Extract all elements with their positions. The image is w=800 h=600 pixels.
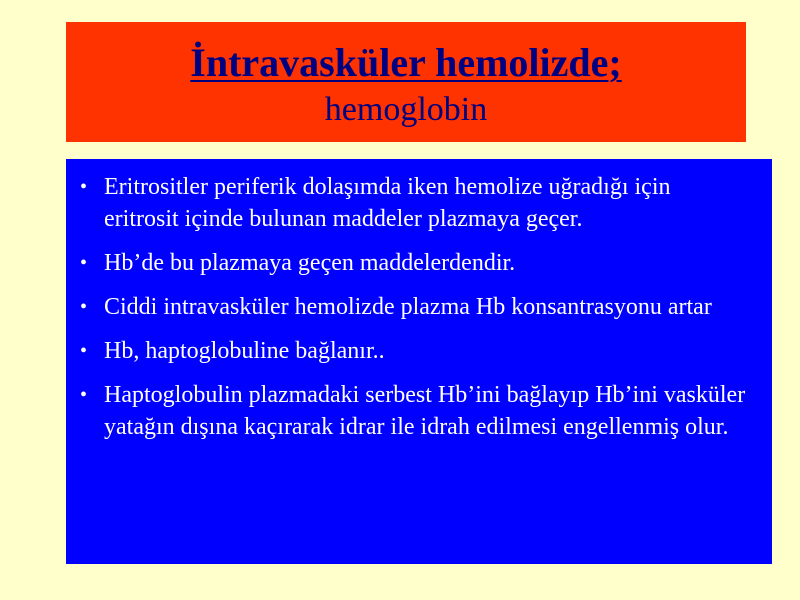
content-box (66, 159, 772, 564)
bullet-text: Haptoglobulin plazmadaki serbest Hb’ini bağlayıp Hb’ini vasküler yatağın dışına kaçırarak idrar ile idrah edilmesi engellenmiş olur. (104, 382, 746, 440)
bullet-dot-icon: • (80, 296, 88, 318)
slide-subtitle: hemoglobin (324, 91, 488, 128)
bullet-item (80, 291, 748, 323)
title-box (66, 22, 746, 142)
bullet-item (80, 379, 748, 443)
bullet-dot-icon: • (80, 340, 88, 362)
bullet-dot-icon: • (80, 176, 88, 198)
bullet-text: Ciddi intravasküler hemolizde plazma Hb konsantrasyonu artar (104, 294, 712, 320)
bullet-list (80, 171, 748, 443)
bullet-dot-icon: • (80, 252, 88, 274)
slide-title: İntravasküler hemolizde; (190, 40, 622, 85)
bullet-text: Eritrositler periferik dolaşımda iken hemolize uğradığı için eritrosit içinde bulunan maddeler plazmaya geçer. (104, 174, 671, 232)
bullet-text: Hb’de bu plazmaya geçen maddelerdendir. (104, 250, 516, 276)
bullet-dot-icon: • (80, 384, 88, 406)
bullet-item (80, 247, 748, 279)
bullet-item (80, 335, 748, 367)
bullet-text: Hb, haptoglobuline bağlanır.. (104, 338, 385, 364)
bullet-item (80, 171, 748, 235)
